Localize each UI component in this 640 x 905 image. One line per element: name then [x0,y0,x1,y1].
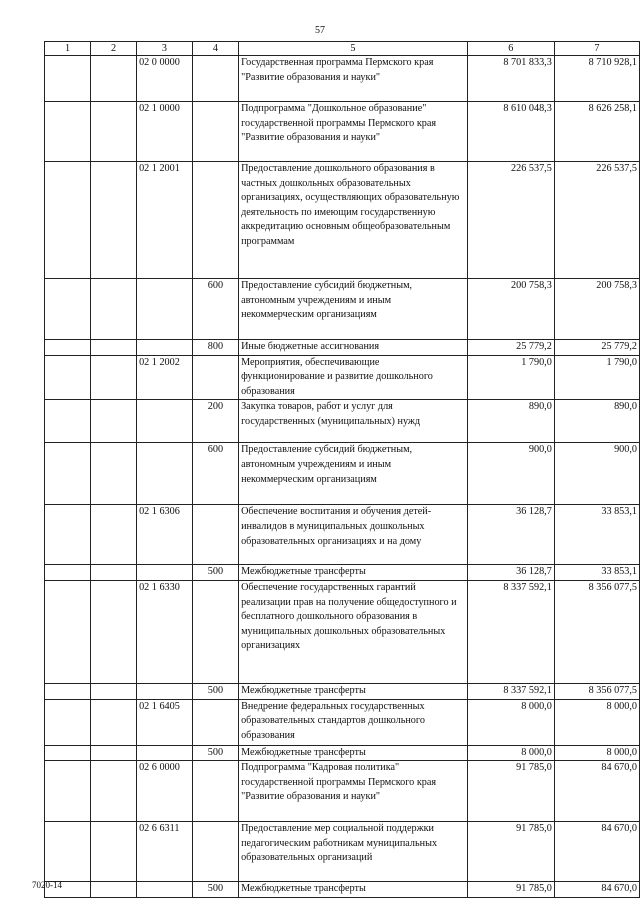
table-row [45,56,640,102]
amount-col-7: 8 356 077,5 [554,580,639,683]
table-row [45,505,640,565]
amount-col-6: 91 785,0 [467,761,554,822]
amount-col-7: 226 537,5 [554,162,639,279]
expense-type-code: 600 [192,279,238,340]
item-name: Обеспечение государственных гарантий реализации прав на получение общедоступного и бесплатного дошкольного образования в муниципальных дошкольных образовательных организациях [239,580,468,683]
target-article-code [137,443,193,505]
amount-col-7: 8 000,0 [554,745,639,761]
amount-col-6: 8 337 592,1 [467,683,554,699]
cell-col-1 [45,580,91,683]
table-row [45,400,640,443]
col-header-2: 2 [91,42,137,56]
expense-type-code: 500 [192,745,238,761]
table-row [45,580,640,683]
amount-col-6: 8 701 833,3 [467,56,554,102]
expense-type-code [192,580,238,683]
amount-col-7: 8 626 258,1 [554,102,639,162]
cell-col-1 [45,565,91,581]
amount-col-7: 8 710 928,1 [554,56,639,102]
cell-col-2 [91,505,137,565]
item-name: Межбюджетные трансферты [239,882,468,898]
cell-col-1 [45,162,91,279]
cell-col-1 [45,505,91,565]
expense-type-code: 500 [192,683,238,699]
target-article-code: 02 1 6306 [137,505,193,565]
target-article-code: 02 1 2001 [137,162,193,279]
target-article-code: 02 6 6311 [137,822,193,882]
amount-col-6: 8 337 592,1 [467,580,554,683]
cell-col-1 [45,56,91,102]
table-row [45,102,640,162]
amount-col-6: 36 128,7 [467,505,554,565]
amount-col-6: 226 537,5 [467,162,554,279]
table-row [45,162,640,279]
cell-col-2 [91,400,137,443]
target-article-code [137,279,193,340]
expense-type-code: 600 [192,443,238,505]
target-article-code: 02 1 0000 [137,102,193,162]
cell-col-2 [91,443,137,505]
amount-col-7: 900,0 [554,443,639,505]
table-row [45,565,640,581]
amount-col-7: 84 670,0 [554,882,639,898]
table-row [45,340,640,356]
cell-col-1 [45,400,91,443]
cell-col-2 [91,340,137,356]
col-header-7: 7 [554,42,639,56]
expense-type-code: 800 [192,340,238,356]
item-name: Подпрограмма "Дошкольное образование" государственной программы Пермского края "Развитие образования и науки" [239,102,468,162]
table-row [45,443,640,505]
cell-col-2 [91,761,137,822]
cell-col-2 [91,745,137,761]
item-name: Межбюджетные трансферты [239,683,468,699]
item-name: Внедрение федеральных государственных образовательных стандартов дошкольного образования [239,699,468,745]
table-row [45,279,640,340]
item-name: Предоставление дошкольного образования в частных дошкольных образовательных организациях, осуществляющих образовательную деятельность по имеющим государственную аккредитацию основным общеобразовательным программам [239,162,468,279]
table-row [45,699,640,745]
item-name: Иные бюджетные ассигнования [239,340,468,356]
table-row [45,822,640,882]
target-article-code [137,882,193,898]
item-name: Подпрограмма "Кадровая политика" государственной программы Пермского края "Развитие образования и науки" [239,761,468,822]
col-header-3: 3 [137,42,193,56]
amount-col-6: 91 785,0 [467,822,554,882]
expense-type-code [192,505,238,565]
amount-col-6: 890,0 [467,400,554,443]
amount-col-6: 36 128,7 [467,565,554,581]
col-header-1: 1 [45,42,91,56]
amount-col-7: 84 670,0 [554,761,639,822]
cell-col-2 [91,822,137,882]
cell-col-2 [91,162,137,279]
table-row [45,683,640,699]
target-article-code: 02 1 6405 [137,699,193,745]
item-name: Закупка товаров, работ и услуг для государственных (муниципальных) нужд [239,400,468,443]
table-row [45,745,640,761]
cell-col-2 [91,683,137,699]
expense-type-code: 200 [192,400,238,443]
cell-col-1 [45,699,91,745]
amount-col-7: 200 758,3 [554,279,639,340]
cell-col-2 [91,699,137,745]
amount-col-6: 25 779,2 [467,340,554,356]
col-header-5: 5 [239,42,468,56]
cell-col-2 [91,279,137,340]
expense-type-code [192,102,238,162]
amount-col-7: 33 853,1 [554,565,639,581]
item-name: Мероприятия, обеспечивающие функционирование и развитие дошкольного образования [239,355,468,400]
cell-col-1 [45,340,91,356]
expense-type-code [192,56,238,102]
expense-type-code: 500 [192,882,238,898]
target-article-code [137,565,193,581]
amount-col-7: 84 670,0 [554,822,639,882]
amount-col-6: 200 758,3 [467,279,554,340]
amount-col-6: 8 000,0 [467,699,554,745]
amount-col-7: 890,0 [554,400,639,443]
amount-col-6: 8 610 048,3 [467,102,554,162]
cell-col-1 [45,443,91,505]
amount-col-7: 8 356 077,5 [554,683,639,699]
cell-col-1 [45,102,91,162]
amount-col-6: 91 785,0 [467,882,554,898]
expense-type-code [192,761,238,822]
cell-col-2 [91,882,137,898]
target-article-code [137,745,193,761]
target-article-code: 02 6 0000 [137,761,193,822]
target-article-code [137,683,193,699]
cell-col-1 [45,683,91,699]
amount-col-7: 25 779,2 [554,340,639,356]
amount-col-6: 900,0 [467,443,554,505]
cell-col-2 [91,580,137,683]
expense-type-code [192,355,238,400]
cell-col-1 [45,279,91,340]
amount-col-7: 1 790,0 [554,355,639,400]
target-article-code: 02 1 6330 [137,580,193,683]
item-name: Предоставление субсидий бюджетным, автономным учреждениям и иным некоммерческим организациям [239,279,468,340]
expense-type-code [192,162,238,279]
table-row [45,355,640,400]
expense-type-code [192,822,238,882]
cell-col-2 [91,355,137,400]
item-name: Межбюджетные трансферты [239,565,468,581]
cell-col-1 [45,355,91,400]
footer-code: 7020-14 [32,880,62,890]
cell-col-1 [45,745,91,761]
item-name: Государственная программа Пермского края "Развитие образования и науки" [239,56,468,102]
item-name: Предоставление мер социальной поддержки педагогическим работникам муниципальных образовательных организаций [239,822,468,882]
cell-col-1 [45,822,91,882]
amount-col-7: 33 853,1 [554,505,639,565]
target-article-code [137,400,193,443]
cell-col-2 [91,102,137,162]
col-header-4: 4 [192,42,238,56]
column-number-header [45,42,640,56]
table-row [45,761,640,822]
expense-type-code: 500 [192,565,238,581]
budget-table [44,41,640,898]
amount-col-6: 8 000,0 [467,745,554,761]
amount-col-7: 8 000,0 [554,699,639,745]
target-article-code [137,340,193,356]
item-name: Межбюджетные трансферты [239,745,468,761]
item-name: Обеспечение воспитания и обучения детей-инвалидов в муниципальных дошкольных образовательных организациях и на дому [239,505,468,565]
item-name: Предоставление субсидий бюджетным, автономным учреждениям и иным некоммерческим организациям [239,443,468,505]
page-number: 57 [315,25,325,36]
target-article-code: 02 0 0000 [137,56,193,102]
cell-col-2 [91,56,137,102]
cell-col-2 [91,565,137,581]
target-article-code: 02 1 2002 [137,355,193,400]
expense-type-code [192,699,238,745]
table-row [45,882,640,898]
col-header-6: 6 [467,42,554,56]
amount-col-6: 1 790,0 [467,355,554,400]
cell-col-1 [45,761,91,822]
